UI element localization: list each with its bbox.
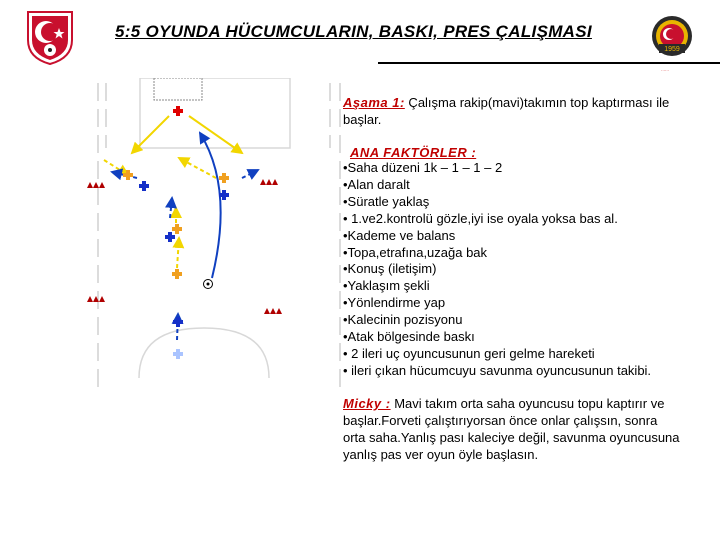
- factor-item: •Kademe ve balans: [343, 227, 456, 243]
- cones-right-top: [260, 179, 278, 185]
- player-blue-3: [165, 232, 175, 242]
- page-title: 5:5 OYUNDA HÜCUMCULARIN, BASKI, PRES ÇALIŞMASI: [115, 22, 592, 41]
- player-orange-4: [172, 269, 182, 279]
- ball-icon: [204, 280, 213, 289]
- factor-item: •Atak bölgesinde baskı: [343, 329, 475, 345]
- factor-item: • ileri çıkan hücumcuyu savunma oyuncusunun takibi.: [343, 362, 652, 378]
- cones-left-bottom: [87, 296, 105, 302]
- micky-label: Micky :: [343, 396, 391, 411]
- arrow-blue-dashed-3: [170, 198, 172, 218]
- factor-item: •Yaklaşım şekli: [343, 278, 430, 294]
- player-orange-3: [172, 224, 182, 234]
- cones-right-bottom: [264, 308, 282, 314]
- drill-field-diagram: [84, 78, 354, 393]
- asama-body: Çalışma rakip(mavi)takımın top kaptırması ile başlar.: [343, 95, 670, 127]
- tff-crest-icon: [26, 10, 74, 65]
- bottom-goal-line: [134, 378, 274, 382]
- micky-text: [343, 396, 683, 464]
- factor-item: •Yönlendirme yap: [343, 295, 446, 311]
- factor-item: •Kalecinin pozisyonu: [343, 312, 463, 328]
- factor-item: •Saha düzeni 1k – 1 – 1 – 2: [343, 160, 503, 175]
- factor-item: • 2 ileri uç oyuncusunun geri gelme hareketi: [343, 345, 595, 361]
- factor-item: •Topa,etrafına,uzağa bak: [343, 244, 488, 260]
- factor-item: • 1.ve2.kontrolü gözle,iyi ise oyala yoksa bas al.: [343, 210, 618, 226]
- factors-list: [343, 160, 713, 380]
- factors-title: ANA FAKTÖRLER :: [350, 145, 477, 160]
- arrow-blue-dashed-2: [242, 170, 258, 178]
- player-blue-4: [173, 317, 183, 327]
- player-orange-1: [123, 170, 133, 180]
- top-goal: [154, 78, 202, 100]
- bottom-penalty-arc: [139, 328, 269, 378]
- micky-body: Mavi takım orta saha oyuncusu topu kaptırır ve başlar.Forveti çalıştırıyorsan önce onlar çalışsın, sonra orta saha.Yanlış pası kaleciye değil, savunma oyuncusuna yanlış pas ver oyun öyle başlasın.: [343, 396, 680, 462]
- asama-text: [343, 95, 673, 129]
- goalkeeper-light: [173, 349, 183, 359]
- arrow-blue-curve: [200, 133, 221, 278]
- arrow-yellow-dashed-3: [177, 238, 179, 268]
- club-tag: ······: [661, 68, 669, 73]
- cones-left-top: [87, 182, 105, 188]
- player-red: [173, 106, 183, 116]
- title-underline: [378, 62, 720, 64]
- club-crest-icon: [651, 14, 693, 74]
- svg-text:1959: 1959: [664, 46, 680, 53]
- player-orange-2: [219, 173, 229, 183]
- arrow-yellow-dashed-1: [179, 158, 216, 178]
- factor-item: •Konuş (iletişim): [343, 261, 437, 277]
- factor-item: •Alan daralt: [343, 176, 410, 192]
- asama-label: Aşama 1:: [343, 95, 405, 110]
- factor-item: •Süratle yaklaş: [343, 193, 430, 209]
- player-blue-1: [139, 181, 149, 191]
